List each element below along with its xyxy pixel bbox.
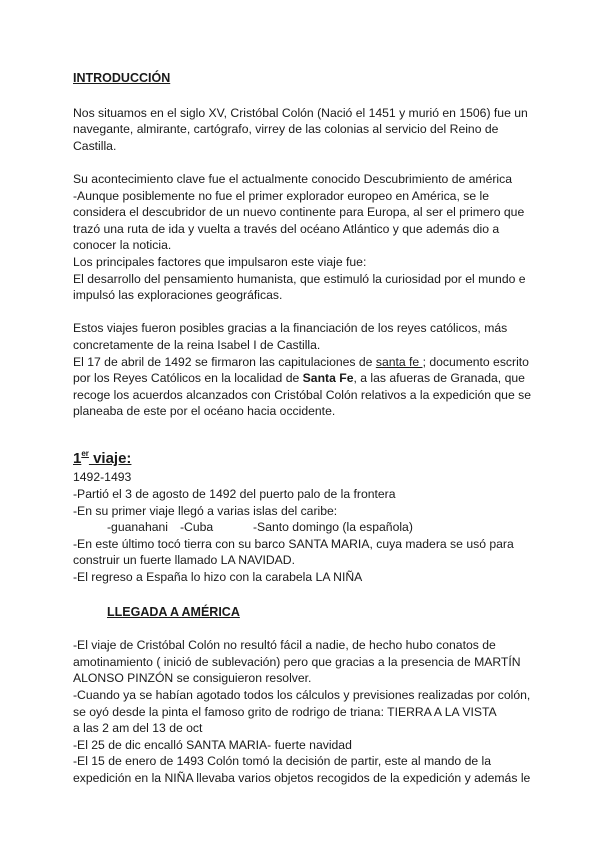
island-item: -guanahani (107, 520, 168, 535)
text-line: amotinamiento ( inició de sublevación) pero que gracias a la presencia de MARTÍN (73, 654, 521, 669)
text-run: por los Reyes Católicos en la localidad de (73, 371, 303, 386)
llegada-section (73, 637, 533, 786)
text-run: documento escrito (425, 354, 529, 369)
text-line: Castilla. (73, 138, 117, 153)
text-line: considera el descubridor de un nuevo continente para Europa, al ser el primero que (73, 205, 525, 220)
intro-paragraph-3 (73, 320, 533, 353)
text-line: expedición en la NIÑA llevaba varios objetos recogidos de la expedición y además le (73, 770, 531, 785)
text-line: planeaba de este por el océano hacia occidente. (73, 404, 336, 419)
viaje-section (73, 469, 533, 585)
text-line: se oyó desde la pinta el famoso grito de rodrigo de triana: TIERRA A LA VISTA (73, 704, 497, 719)
text-line: El desarrollo del pensamiento humanista, que estimuló la curiosidad por el mundo e (73, 271, 526, 286)
paragraph-gap (73, 154, 533, 171)
paragraph-gap (73, 420, 533, 437)
islands-list (73, 519, 533, 536)
intro-paragraph-1 (73, 105, 533, 155)
viaje-heading-text: viaje: (88, 450, 132, 468)
paragraph-gap (73, 304, 533, 321)
text-line: impulsó las exploraciones geográficas. (73, 288, 283, 303)
text-line: -Aunque posiblemente no fue el primer explorador europeo en América, se le (73, 188, 489, 203)
text-line: -Partió el 3 de agosto de 1492 del puerto palo de la frontera (73, 487, 396, 502)
viaje-heading-number: 1 (73, 450, 82, 468)
text-line: concretamente de la reina Isabel I de Castilla. (73, 337, 321, 352)
text-line (73, 354, 533, 371)
intro-paragraph-4 (73, 354, 533, 420)
text-line: -Cuando ya se habían agotado todos los cálculos y previsiones realizadas por colón, (73, 688, 531, 702)
text-line: -El 25 de dic encalló SANTA MARIA- fuerte navidad (73, 737, 352, 752)
island-item: -Santo domingo (la española) (253, 520, 413, 535)
intro-heading: INTRODUCCIÓN (73, 71, 171, 85)
text-line: ALONSO PINZÓN se consiguieron resolver. (73, 671, 312, 686)
text-line: Nos situamos en el siglo XV, Cristóbal Colón (Nació el 1451 y murió en 1506) fue un (73, 105, 528, 120)
text-line: conocer la noticia. (73, 238, 172, 253)
viaje-heading (73, 444, 533, 469)
text-line: trazó una ruta de ida y vuelta a través del océano Atlántico y que además dio a (73, 221, 500, 236)
text-line: 1492-1493 (73, 470, 132, 485)
text-line: -En su primer viaje llegó a varias islas del caribe: (73, 503, 338, 518)
santa-fe-underlined: santa fe ; (375, 354, 426, 369)
text-run: El 17 de abril de 1492 se firmaron las capitulaciones de (73, 354, 376, 369)
santa-fe-bold: Santa Fe (302, 371, 354, 386)
text-line: recoge los acuerdos alcanzados con Cristóbal Colón relativos a la expedición que se (73, 387, 531, 402)
text-line: Los principales factores que impulsaron este viaje fue: (73, 254, 367, 269)
text-line: Estos viajes fueron posibles gracias a la financiación de los reyes católicos, más (73, 321, 508, 336)
text-line: Su acontecimiento clave fue el actualmente conocido Descubrimiento de américa (73, 171, 512, 186)
document-page (73, 70, 533, 787)
text-line: construir un fuerte llamado LA NAVIDAD. (73, 553, 295, 568)
text-run: , a las afueras de Granada, que (353, 371, 525, 386)
text-line: a las 2 am del 13 de oct (73, 721, 203, 736)
viaje-heading-ordinal: er (81, 449, 89, 459)
text-line: -El 15 de enero de 1493 Colón tomó la decisión de partir, este al mando de la (73, 754, 492, 769)
text-line: navegante, almirante, cartógrafo, virrey de las colonias al servicio del Reino de (73, 122, 499, 137)
island-item: -Cuba (180, 520, 214, 535)
intro-paragraph-2 (73, 171, 533, 304)
text-line: -El regreso a España lo hizo con la carabela LA NIÑA (73, 570, 363, 585)
llegada-heading: LLEGADA A AMÉRICA (107, 604, 240, 619)
text-line: -En este último tocó tierra con su barco SANTA MARIA, cuya madera se usó para (73, 536, 514, 551)
text-line (73, 370, 533, 387)
text-line: -El viaje de Cristóbal Colón no resultó fácil a nadie, de hecho hubo conatos de (73, 638, 496, 653)
